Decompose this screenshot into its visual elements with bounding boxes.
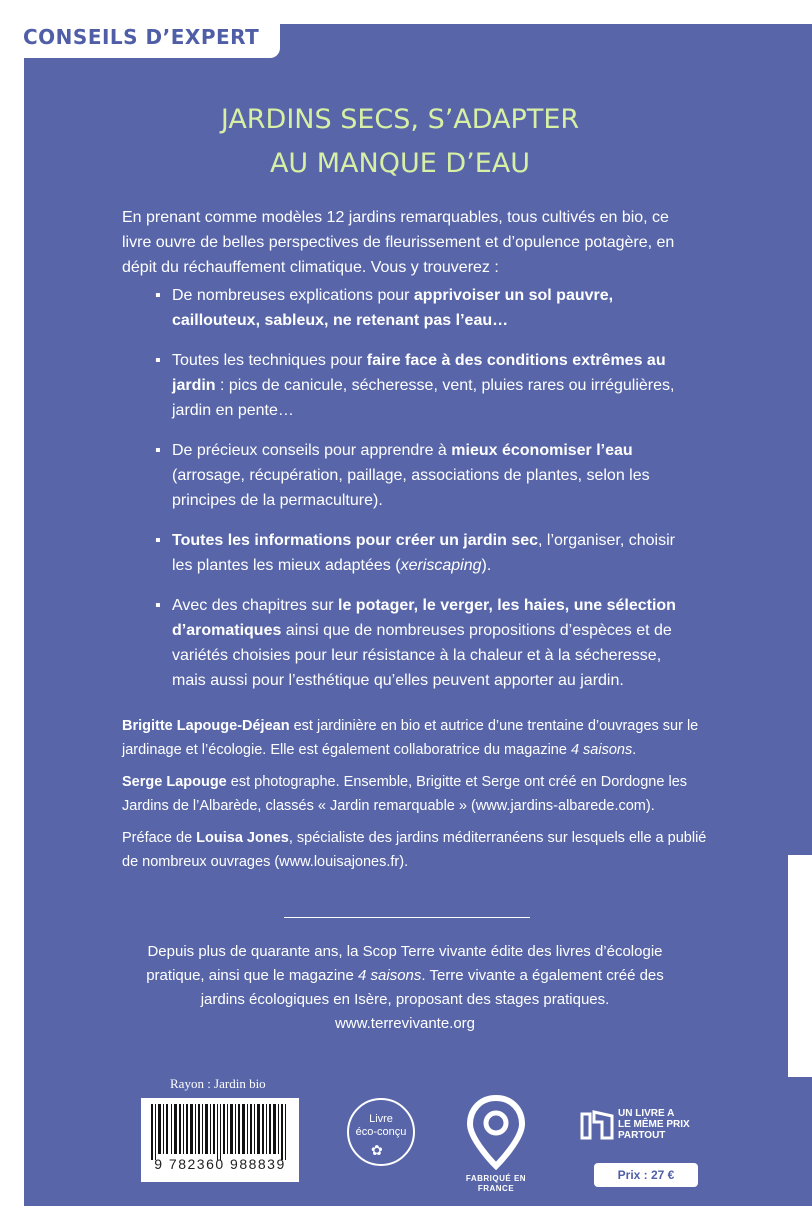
feature-item: ▪ De précieux conseils pour apprendre à mieux économiser l’eau (arrosage, récupération, paillage, associations de plantes, selon les principes de la permaculture). — [172, 438, 692, 513]
bullet-icon: ▪ — [155, 532, 161, 549]
made-in-france-logo: FABRIQUÉ EN FRANCE — [466, 1094, 526, 1175]
location-pin-icon — [466, 1094, 526, 1170]
preface-credit: Préface de Louisa Jones, spécialiste des jardins méditerranéens sur lesquels elle a publié de nombreux ouvrages (www.louisajones.fr). — [122, 830, 707, 870]
price-tag: Prix : 27 € — [594, 1163, 698, 1187]
feature-item: ▪ Toutes les informations pour créer un jardin sec, l’organiser, choisir les plantes les mieux adaptées (xeriscaping). — [172, 528, 692, 578]
bullet-icon: ▪ — [155, 287, 161, 304]
title-line-2: AU MANQUE D’EAU — [269, 148, 531, 179]
bullet-icon: ▪ — [155, 442, 161, 459]
divider — [284, 917, 530, 918]
feature-item: ▪ Avec des chapitres sur le potager, le verger, les haies, une sélection d’aromatiques ainsi que de nombreuses propositions d’espèces et de variétés choisies pour leur résistance à la chaleur et à la sécheresse, mais aussi pour l’esthétique qu’elles peuvent apporter au jardin. — [172, 593, 692, 693]
bullet-icon: ▪ — [155, 352, 161, 369]
eco-designed-logo: Livre éco-conçu ✿ — [347, 1098, 415, 1166]
feature-list — [155, 283, 692, 708]
leaf-icon: ✿ — [371, 1142, 383, 1158]
series-tag-label: CONSEILS D’EXPERT — [23, 25, 260, 49]
shelf-category: Rayon : Jardin bio — [170, 1076, 266, 1091]
intro-paragraph: En prenant comme modèles 12 jardins remarquables, tous cultivés en bio, ce livre ouvre de belles perspectives de fleurissement et d’opulence potagère, en dépit du réchauffement climatique. Vous y trouverez : — [122, 209, 675, 276]
book-title — [90, 98, 710, 186]
isbn-number: 9 782360 988839 — [154, 1156, 286, 1172]
feature-item: ▪ De nombreuses explications pour apprivoiser un sol pauvre, caillouteux, sableux, ne retenant pas l’eau… — [172, 283, 692, 333]
edge-notch — [788, 855, 812, 1077]
author-bio-serge: Serge Lapouge est photographe. Ensemble, Brigitte et Serge ont créé en Dordogne les Jardins de l’Albarède, classés « Jardin remarquable » (www.jardins-albarede.com). — [122, 774, 688, 814]
series-tag — [0, 0, 280, 58]
feature-item: ▪ Toutes les techniques pour faire face à des conditions extrêmes au jardin : pics de canicule, sécheresse, vent, pluies rares ou irrégulières, jardin en pente… — [172, 348, 692, 423]
title-line-1: JARDINS SECS, S’ADAPTER — [220, 104, 580, 135]
author-bio-brigitte: Brigitte Lapouge-Déjean est jardinière en bio et autrice d’une trentaine d’ouvrages sur le jardinage et l’écologie. Elle est également collaboratrice du magazine 4 saisons. — [122, 718, 699, 758]
author-bios — [122, 715, 712, 883]
bullet-icon: ▪ — [155, 597, 161, 614]
same-price-logo: UN LIVRE A LE MÊME PRIX PARTOUT — [580, 1108, 614, 1147]
publisher-blurb: Depuis plus de quarante ans, la Scop Terre vivante édite des livres d’écologie pratique, ainsi que le magazine 4 saisons. Terre vivante a également créé des jardins écologiques en Isère, proposant des stages pratiques. www.terrevivante.org — [110, 940, 700, 1036]
publisher-website: www.terrevivante.org — [334, 1015, 476, 1032]
book-price-icon — [580, 1108, 614, 1142]
